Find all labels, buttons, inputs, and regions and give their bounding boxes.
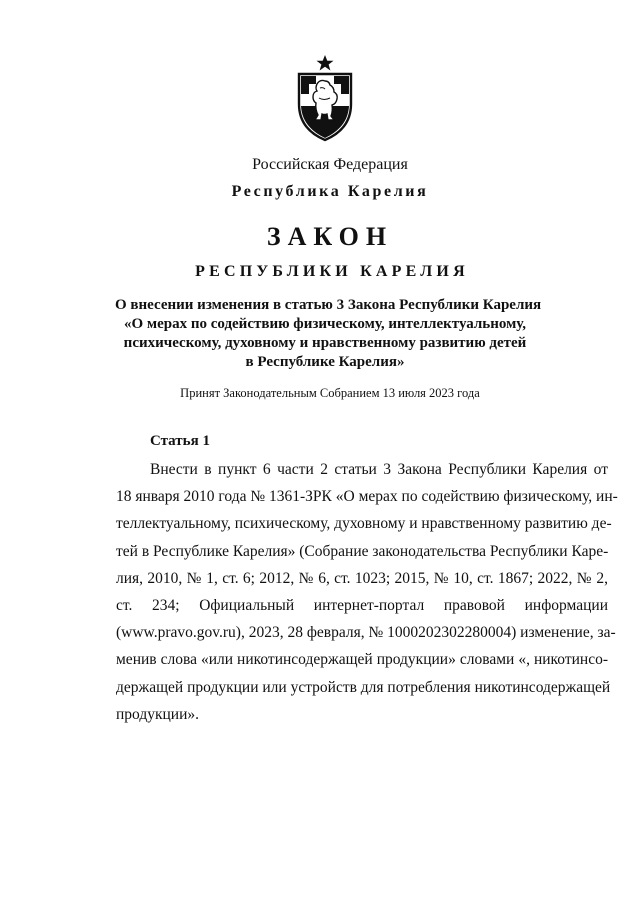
body-line: продукции».: [116, 705, 200, 723]
law-title: [115, 296, 542, 372]
law-title-line: «О мерах по содействию физическому, интеллектуальному,: [123, 316, 527, 332]
law-title-line: О внесении изменения в статью 3 Закона Республики Карелия: [115, 297, 542, 313]
republic-name: Республика Карелия: [231, 183, 429, 200]
body-line: тей в Республике Карелия» (Собрание законодательства Республики Каре-: [116, 542, 609, 560]
body-line: менив слова «или никотинсодержащей продукции» словами «, никотинсо-: [116, 651, 608, 669]
karelia-coat-of-arms-icon: [296, 54, 354, 142]
adoption-date: Принят Законодательным Собранием 13 июля 2023 года: [180, 386, 480, 400]
body-line: ст. 234; Официальный интернет-портал правовой информации: [116, 596, 608, 614]
law-title-line: психическому, духовному и нравственному развитию детей: [123, 335, 527, 351]
document-type-heading: ЗАКОН: [266, 222, 394, 251]
body-line: Внести в пункт 6 части 2 статьи 3 Закона Республики Карелия от: [150, 461, 608, 478]
body-line: 18 января 2010 года № 1361-ЗРК «О мерах по содействию физическому, ин-: [116, 488, 618, 506]
article-heading: Статья 1: [150, 433, 210, 449]
article-body: [116, 456, 618, 728]
country-name: Российская Федерация: [252, 156, 408, 173]
body-line: теллектуальному, психическому, духовному и нравственному развитию де-: [116, 515, 612, 533]
document-issuer-heading: РЕСПУБЛИКИ КАРЕЛИЯ: [195, 263, 469, 280]
body-line: (www.pravo.gov.ru), 2023, 28 февраля, № 1000202302280004) изменение, за-: [116, 624, 616, 642]
body-line: лия, 2010, № 1, ст. 6; 2012, № 6, ст. 1023; 2015, № 10, ст. 1867; 2022, № 2,: [116, 569, 608, 587]
body-line: держащей продукции или устройств для потребления никотинсодержащей: [116, 678, 611, 696]
law-title-line: в Республике Карелия»: [245, 354, 405, 370]
